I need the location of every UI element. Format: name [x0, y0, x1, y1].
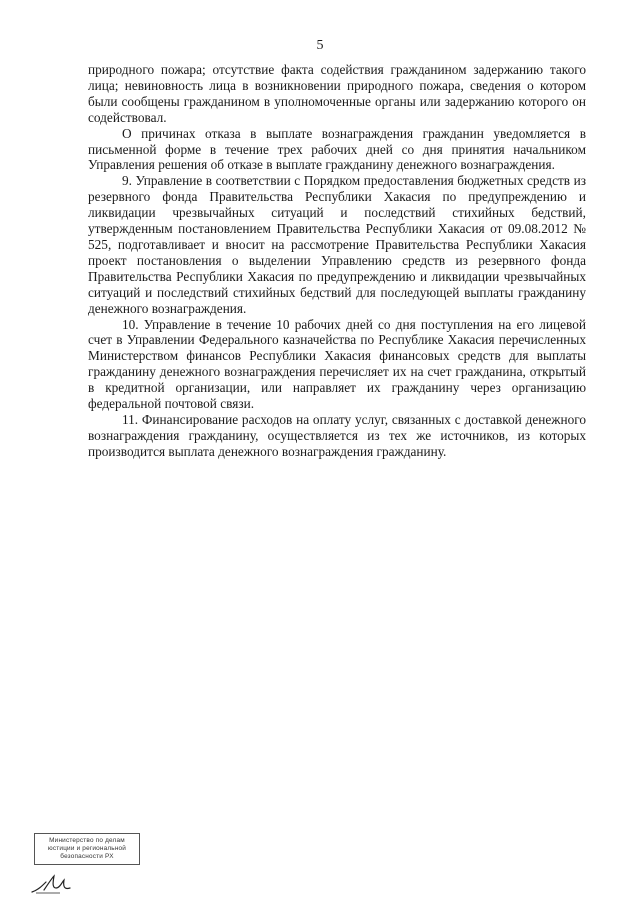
paragraph-refusal-notice: О причинах отказа в выплате вознаграждения гражданин уведомляется в письменной форме в течение трех рабочих дней со дня принятия начальником Управления решения об отказе в выплате гражданину денежного вознаграждения.: [88, 125, 586, 173]
document-body: [88, 62, 586, 460]
paragraph-item-9: 9. Управление в соответствии с Порядком предоставления бюджетных средств из резервного фонда Правительства Республики Хакасия по предупреждению и ликвидации чрезвычайных ситуаций и последствий стихийных бедствий, утвержденным постановлением Правительства Республики Хакасия от 09.08.2012 № 525, подготавливает и вносит на рассмотрение Правительства Республики Хакасия проект постановления о выделении Управлению средств из резервного фонда Правительства Республики Хакасия по предупреждению и ликвидации чрезвычайных ситуаций и последствий стихийных бедствий для последующей выплаты гражданину денежного вознаграждения.: [88, 173, 586, 316]
paragraph-item-10: 10. Управление в течение 10 рабочих дней со дня поступления на его лицевой счет в Управлении Федерального казначейства по Республике Хакасия перечисленных Министерством финансов Республики Хакасия финансовых средств для выплаты гражданину денежного вознаграждения перечисляет их на счет гражданина, открытый в кредитной организации, или направляет их гражданину через организацию федеральной почтовой связи.: [88, 316, 586, 412]
stamp-line: Министерство по делам: [49, 837, 125, 844]
paragraph-item-11: 11. Финансирование расходов на оплату услуг, связанных с доставкой денежного вознаграждения гражданину, осуществляется из тех же источников, из которых производится выплата денежного вознаграждения гражданину.: [88, 411, 586, 459]
paragraph-continuation: природного пожара; отсутствие факта содействия гражданином задержанию такого лица; невиновность лица в возникновении природного пожара, сведения о котором были сообщены гражданином в уполномоченные органы или задержанию которого он содействовал.: [88, 62, 586, 125]
stamp-line: юстиции и региональной: [47, 845, 127, 852]
page-number: 5: [316, 38, 324, 53]
stamp-line: безопасности РХ: [60, 853, 114, 860]
approval-stamp: [34, 833, 140, 865]
signature-icon: [30, 872, 74, 896]
